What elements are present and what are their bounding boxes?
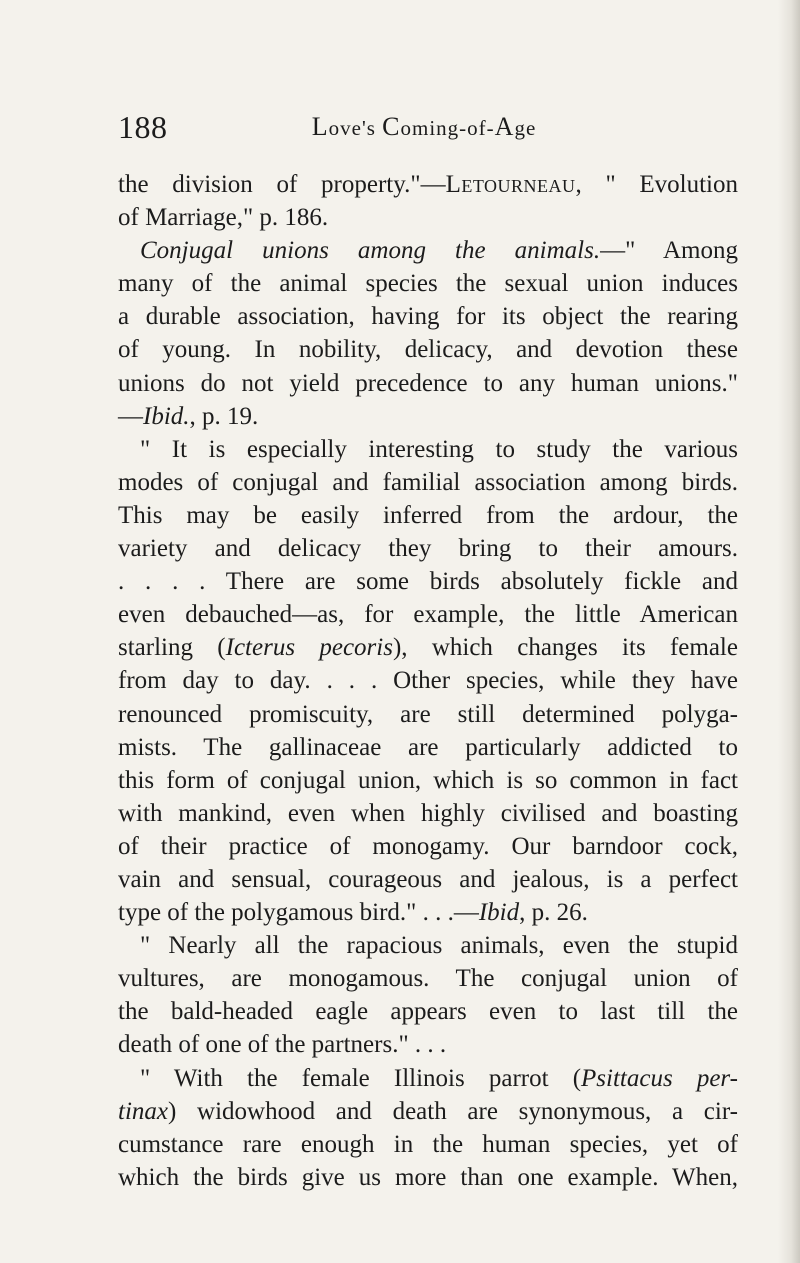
text-line-27: death of one of the partners." . . . (118, 1031, 447, 1059)
text-line-13: . . . . There are some birds absolutely fickle and (118, 568, 738, 596)
text-line-7: unions do not yield precedence to any human unions." (118, 369, 738, 397)
text-line-26: the bald-headed eagle appears even to last till the (118, 998, 738, 1026)
page-number: 188 (118, 109, 168, 145)
page-edge-shadow (778, 0, 800, 1263)
text-line-23: type of the polygamous bird." . . .—Ibid, p. 26. (118, 899, 588, 927)
text-line-18: mists. The gallinaceae are particularly addicted to (118, 733, 738, 761)
text-line-9: " It is especially interesting to study the various (140, 435, 738, 463)
text-line-1: the division of property."—Letourneau, " Evolution (118, 171, 738, 198)
text-line-10: modes of conjugal and familial association among birds. (118, 468, 738, 496)
text-line-21: of their practice of monogamy. Our barndoor cock, (118, 832, 738, 860)
body-text (118, 168, 738, 1194)
text-line-31: which the birds give us more than one example. When, (118, 1163, 738, 1191)
text-line-3: Conjugal unions among the animals.—" Among (140, 237, 739, 265)
running-head: Love's Coming-of-Age (311, 112, 537, 141)
text-line-15: starling (Icterus pecoris), which changes its female (118, 634, 738, 662)
text-line-28: " With the female Illinois parrot (Psittacus per- (140, 1064, 738, 1092)
text-line-22: vain and sensual, courageous and jealous, is a perfect (118, 865, 738, 893)
text-line-14: even debauched—as, for example, the little American (118, 601, 738, 629)
text-line-12: variety and delicacy they bring to their amours. (118, 535, 738, 563)
text-line-20: with mankind, even when highly civilised and boasting (118, 799, 738, 827)
page-header (118, 107, 730, 147)
text-line-6: of young. In nobility, delicacy, and devotion these (118, 336, 738, 364)
text-line-24: " Nearly all the rapacious animals, even the stupid (140, 932, 738, 960)
text-line-11: This may be easily inferred from the ardour, the (118, 501, 738, 529)
text-line-5: a durable association, having for its object the rearing (118, 303, 738, 331)
text-line-4: many of the animal species the sexual union induces (118, 270, 738, 298)
text-line-29: tinax) widowhood and death are synonymous, a cir- (118, 1097, 738, 1125)
text-line-16: from day to day. . . . Other species, while they have (118, 667, 738, 695)
text-line-2: of Marriage," p. 186. (118, 204, 329, 232)
text-line-25: vultures, are monogamous. The conjugal union of (118, 965, 738, 993)
text-line-30: cumstance rare enough in the human species, yet of (118, 1130, 738, 1158)
text-line-17: renounced promiscuity, are still determined polyga- (118, 700, 738, 728)
text-line-19: this form of conjugal union, which is so common in fact (118, 766, 738, 794)
text-line-8: —Ibid., p. 19. (118, 402, 259, 430)
